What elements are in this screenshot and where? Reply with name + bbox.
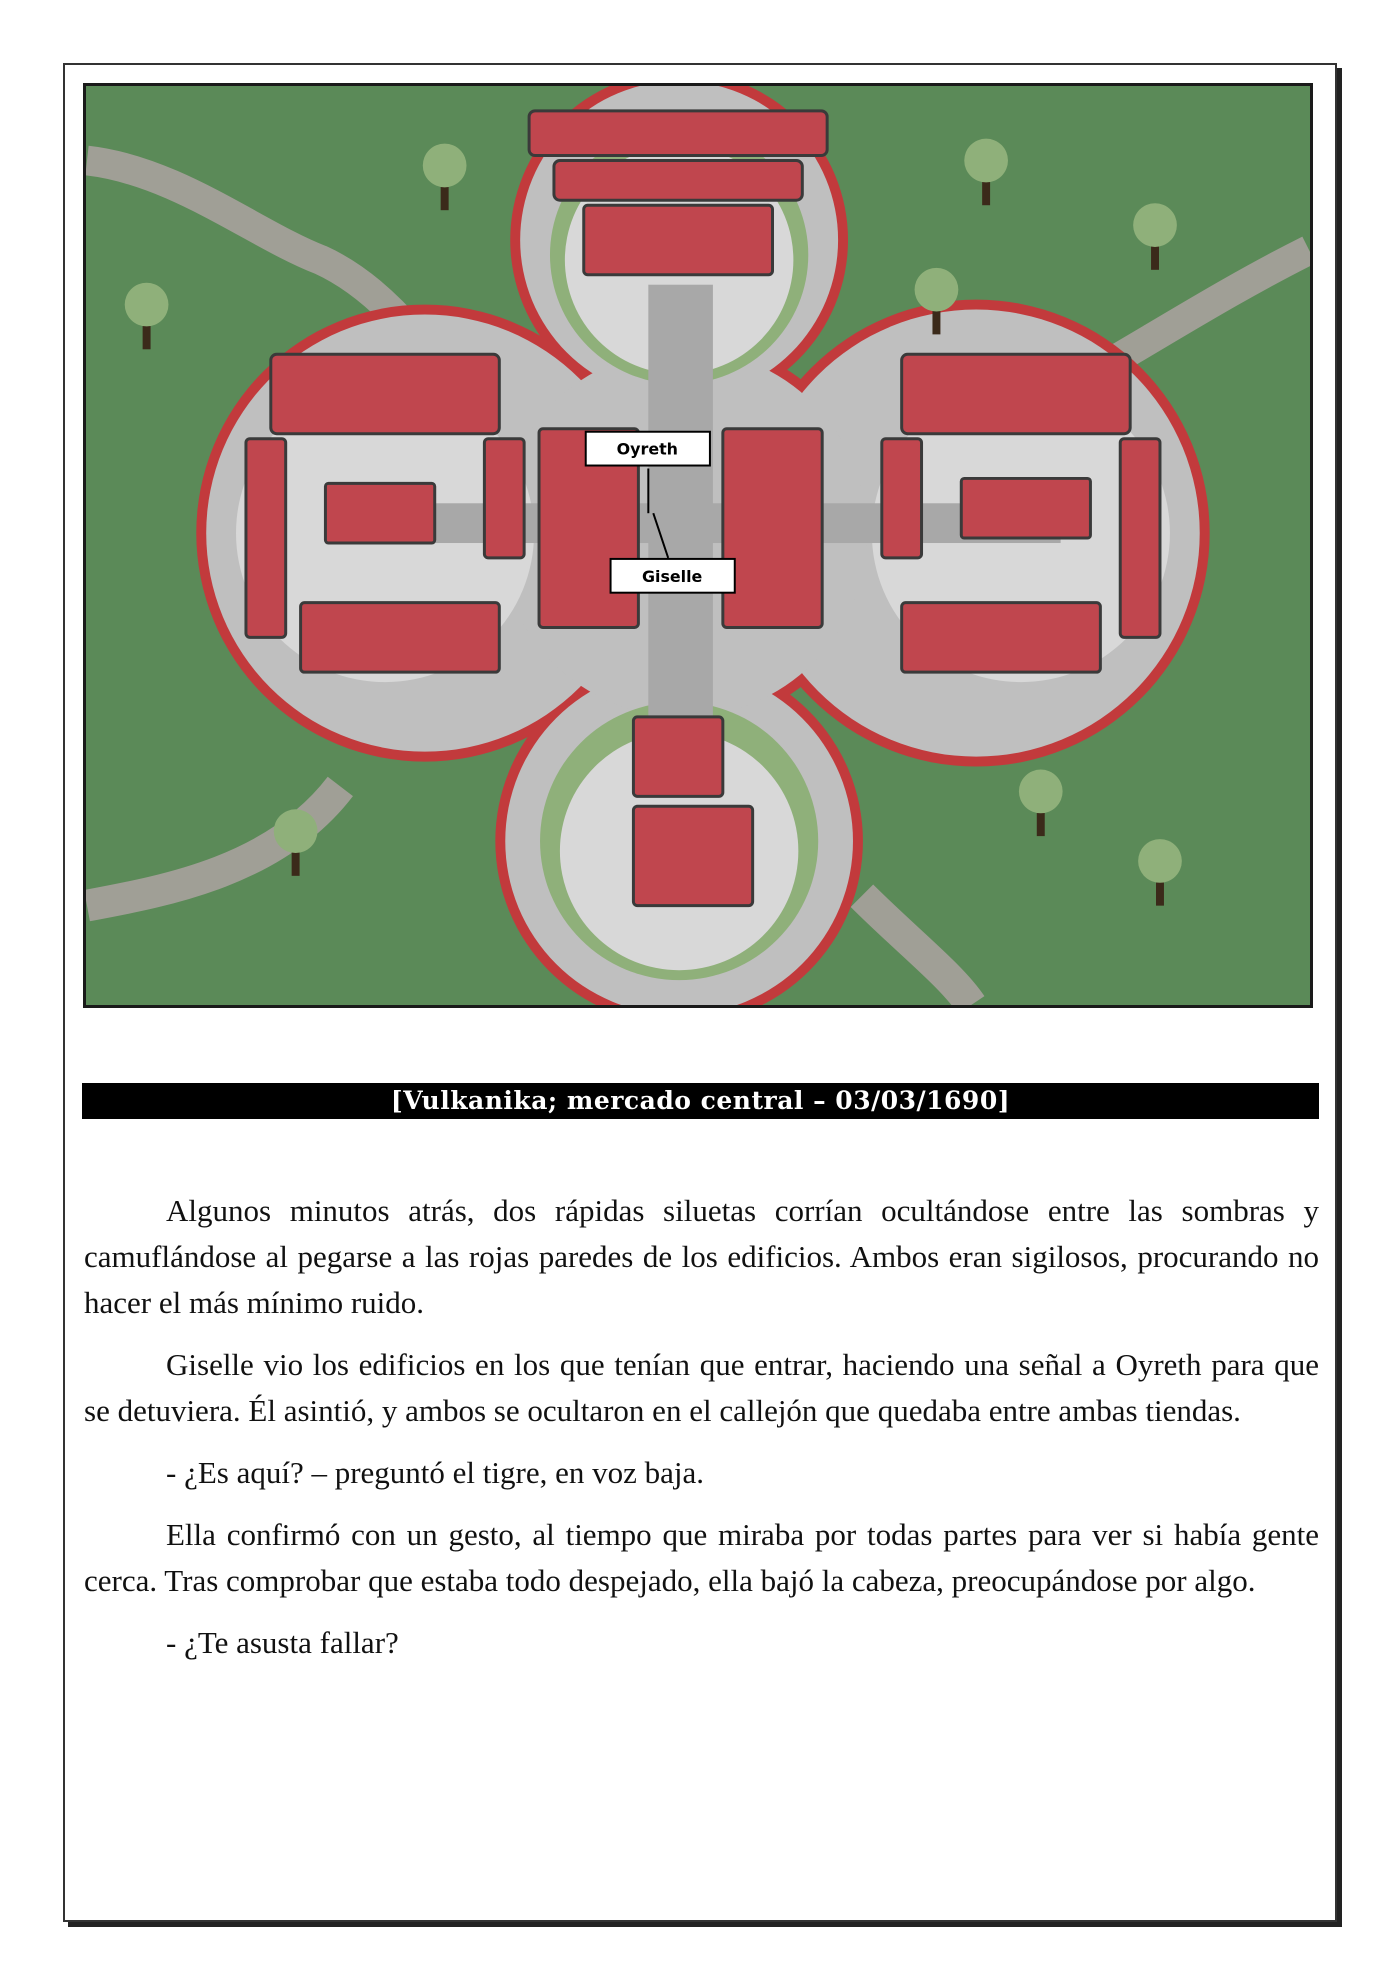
story-paragraph: Ella confirmó con un gesto, al tiempo que miraba por todas partes para ver si había gente cerca. Tras comprobar que estaba todo despejado, ella bajó la cabeza, preocupándose por algo. (84, 1517, 1319, 1598)
map-cross-avenue (345, 503, 1060, 543)
story-text (84, 1188, 1319, 1682)
location-header: [Vulkanika; mercado central – 03/03/1690] (82, 1083, 1319, 1119)
city-map (83, 83, 1313, 1008)
story-paragraph: Giselle vio los edificios en los que tenían que entrar, haciendo una señal a Oyreth para que se detuviera. Él asintió, y ambos se ocultaron en el callejón que quedaba entre ambas tiendas. (84, 1347, 1319, 1428)
story-dialogue: - ¿Es aquí? – preguntó el tigre, en voz baja. (166, 1455, 704, 1490)
giselle-label: Giselle (641, 566, 703, 586)
oyreth-label: Oyreth (616, 439, 679, 459)
city-map-drawing (86, 86, 1310, 1005)
story-dialogue: - ¿Te asusta fallar? (166, 1625, 399, 1660)
story-paragraph: Algunos minutos atrás, dos rápidas siluetas corrían ocultándose entre las sombras y camuflándose al pegarse a las rojas paredes de los edificios. Ambos eran sigilosos, procurando no hacer el más mínimo ruido. (84, 1193, 1319, 1320)
